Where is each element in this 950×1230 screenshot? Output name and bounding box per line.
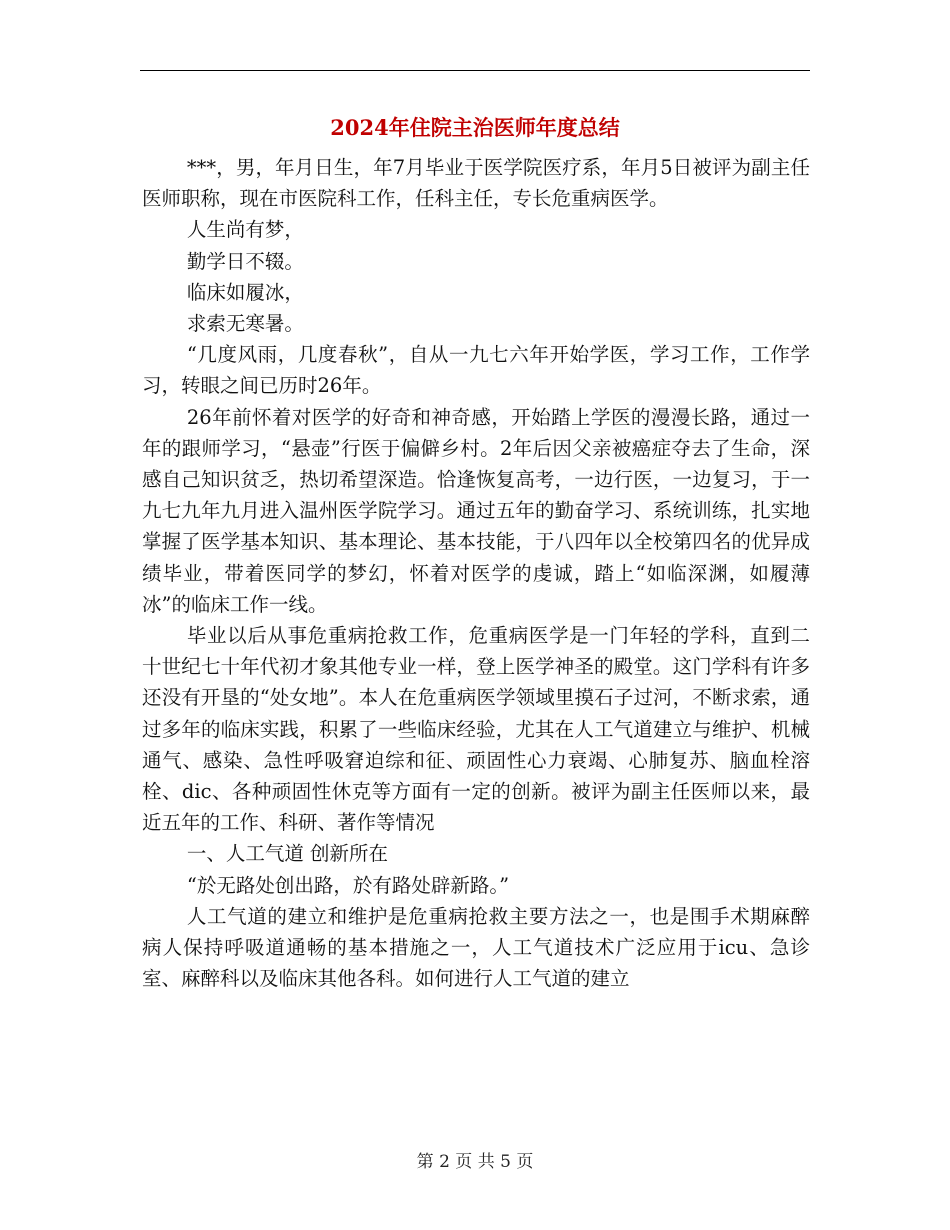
- paragraph: 26年前怀着对医学的好奇和神奇感，开始踏上学医的漫漫长路，通过一年的跟师学习，“悬壶”行医于偏僻乡村。2年后因父亲被癌症夺去了生命，深感自己知识贫乏，热切希望深造。恰逢恢复高考，一边行医，一边复习，于一九七九年九月进入温州医学院学习。通过五年的勤奋学习、系统训练，扎实地掌握了医学基本知识、基本理论、基本技能，于八四年以全校第四名的优异成绩毕业，带着医同学的梦幻，怀着对医学的虔诚，踏上“如临深渊，如履薄冰”的临床工作一线。: [142, 405, 810, 616]
- paragraph: 临床如履冰，: [186, 280, 304, 304]
- paragraph: 勤学日不辍。: [186, 249, 304, 273]
- document-body: [142, 152, 810, 994]
- paragraph: 人工气道的建立和维护是危重病抢救主要方法之一，也是围手术期麻醉病人保持呼吸道通畅的基本措施之一，人工气道技术广泛应用于icu、急诊室、麻醉科以及临床其他各科。如何进行人工气道的建立: [142, 904, 810, 991]
- paragraph: “於无路处创出路，於有路处辟新路。”: [186, 873, 510, 897]
- document-title: 2024年住院主治医师年度总结: [330, 115, 620, 140]
- paragraph: “几度风雨，几度春秋”，自从一九七六年开始学医，学习工作，工作学习，转眼之间已历时26年。: [142, 343, 810, 398]
- page-number: 第 2 页 共 5 页: [416, 1152, 534, 1172]
- paragraph: ***，男，年月日生，年7月毕业于医学院医疗系，年月5日被评为副主任医师职称，现在市医院科工作，任科主任，专长危重病医学。: [142, 156, 810, 211]
- section-heading: 一、人工气道 创新所在: [186, 842, 389, 866]
- paragraph: 人生尚有梦，: [186, 218, 304, 242]
- header-rule: [140, 70, 810, 71]
- paragraph: 求索无寒暑。: [186, 312, 304, 336]
- paragraph: 毕业以后从事危重病抢救工作，危重病医学是一门年轻的学科，直到二十世纪七十年代初才象其他专业一样，登上医学神圣的殿堂。这门学科有许多还没有开垦的“处女地”。本人在危重病医学领域里摸石子过河，不断求索，通过多年的临床实践，积累了一些临床经验，尤其在人工气道建立与维护、机械通气、感染、急性呼吸窘迫综和征、顽固性心力衰竭、心肺复苏、脑血栓溶栓、dic、各种顽固性休克等方面有一定的创新。被评为副主任医师以来，最近五年的工作、科研、著作等情况: [142, 624, 810, 835]
